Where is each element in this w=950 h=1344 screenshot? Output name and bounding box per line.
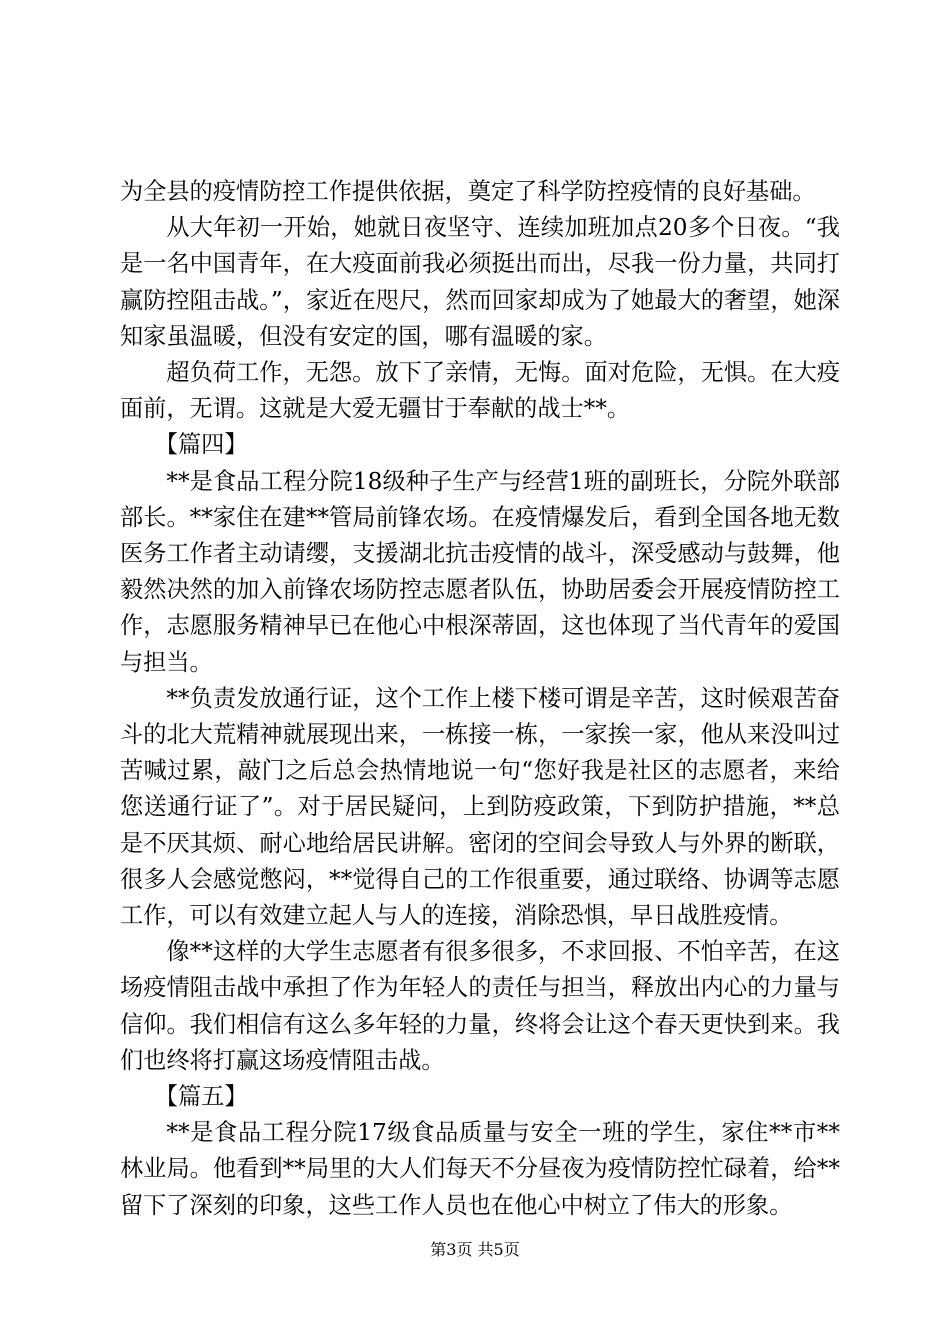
paragraph-volunteer-intro: **是食品工程分院18级种子生产与经营1班的副班长，分院外联部部长。**家住在建**管局前锋农场。在疫情爆发后，看到全国各地无数医务工作者主动请缨，支援湖北抗击疫情的战斗，深受感动与鼓舞，他毅然决然的加入前锋农场防控志愿者队伍，协助居委会开展疫情防控工作，志愿服务精神早已在他心中根深蒂固，这也体现了当代青年的爱国与担当。 <box>120 467 840 676</box>
document-body <box>120 174 840 1224</box>
paragraph-overtime: 从大年初一开始，她就日夜坚守、连续加班加点20多个日夜。“我是一名中国青年，在大疫面前我必须挺出而出，尽我一份力量，共同打赢防控阻击战。”，家近在咫尺，然而回家却成为了她最大的奢望，她深知家虽温暖，但没有安定的国，哪有温暖的家。 <box>120 214 840 350</box>
paragraph-pass-distribution: **负责发放通行证，这个工作上楼下楼可谓是辛苦，这时候艰苦奋斗的北大荒精神就展现出来，一栋接一栋，一家挨一家，他从来没叫过苦喊过累，敲门之后总会热情地说一句“您好我是社区的志愿者，来给您送通行证了”。对于居民疑问，上到防疫政策，下到防护措施，**总是不厌其烦、耐心地给居民讲解。密闭的空间会导致人与外界的断联，很多人会感觉憋闷，**觉得自己的工作很重要，通过联络、协调等志愿工作，可以有效建立起人与人的连接，消除恐惧，早日战胜疫情。 <box>120 684 840 930</box>
paragraph-student-volunteers: 像**这样的大学生志愿者有很多很多，不求回报、不怕辛苦，在这场疫情阻击战中承担了作为年轻人的责任与担当，释放出内心的力量与信仰。我们相信有这么多年轻的力量，终将会让这个春天更快到来。我们也终将打赢这场疫情阻击战。 <box>120 938 840 1074</box>
paragraph-forestry-student: **是食品工程分院17级食品质量与安全一班的学生，家住**市**林业局。他看到**局里的大人们每天不分昼夜为疫情防控忙碌着，给**留下了深刻的印象，这些工作人员也在他心中树立了伟大的形象。 <box>120 1119 840 1219</box>
page-footer <box>0 1239 950 1261</box>
section-heading-part-five: 【篇五】 <box>154 1083 248 1111</box>
paragraph-continuation: 为全县的疫情防控工作提供依据，奠定了科学防控疫情的良好基础。 <box>120 178 816 205</box>
page-number: 第3页 共5页 <box>430 1240 520 1259</box>
section-heading-part-four: 【篇四】 <box>154 431 248 459</box>
paragraph-dedication: 超负荷工作，无怨。放下了亲情，无悔。面对危险，无惧。在大疫面前，无谓。这就是大爱无疆甘于奉献的战士**。 <box>120 359 840 423</box>
